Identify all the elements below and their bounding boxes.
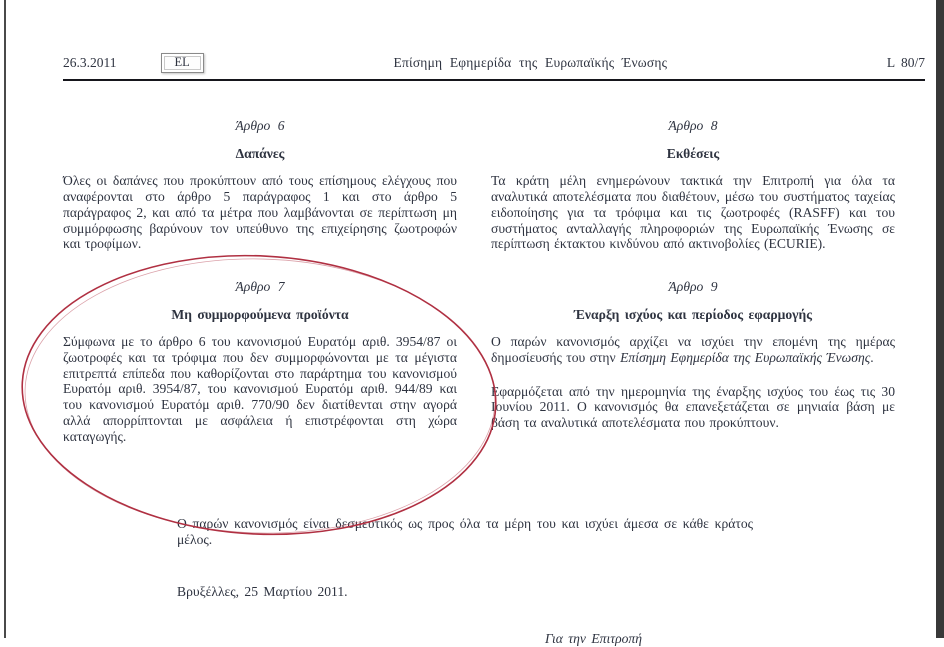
article-8-section [491, 118, 895, 252]
article-9-p1-journal-name: Επίσημη Εφημερίδα της Ευρωπαϊκής Ένωσης [620, 350, 871, 366]
place-and-date: Βρυξέλλες, 25 Μαρτίου 2011. [177, 583, 348, 599]
article-9-paragraph-1 [491, 334, 895, 365]
article-9-section [491, 279, 895, 431]
right-column [491, 112, 895, 431]
language-code-badge: EL [161, 53, 204, 73]
article-6-section [63, 118, 457, 252]
article-9-number: Άρθρο 9 [668, 278, 718, 294]
article-6-title: Δαπάνες [235, 145, 285, 161]
enacting-clause: Ο παρών κανονισμός είναι δεσμευτικός ως προς όλα τα μέρη του και ισχύει άμεσα σε κάθε κράτος μέλος. [177, 515, 753, 548]
article-9-paragraph-2: Εφαρμόζεται από την ημερομηνία της έναρξης ισχύος του έως τις 30 Ιουνίου 2011. Ο κανονισμός θα επανεξετάζεται σε μηνιαία βάση με βάση τα αναλυτικά αποτελέσματα που προκύπτουν. [491, 383, 895, 431]
page-reference: L 80/7 [886, 55, 925, 70]
article-9-title: Έναρξη ισχύος και περίοδος εφαρμογής [574, 306, 812, 322]
signature-for-commission: Για την Επιτροπή [545, 630, 642, 646]
article-7-number: Άρθρο 7 [235, 278, 285, 294]
article-7-title: Μη συμμορφούμενα προϊόντα [171, 306, 349, 322]
article-8-body: Τα κράτη μέλη ενημερώνουν τακτικά την Επιτροπή για όλα τα αναλυτικά αποτελέσματα που διαθέτουν, μέσω του συστήματος ταχείας ειδοποίησης για τα τρόφιμα και τις ζωοτροφές (RASFF) και του συστήματος ανταλλαγής πληροφοριών της Ευρωπαϊκής Ένωσης σε περίπτωση έκτακτου κινδύνου από ακτινοβολίες (ECURIE). [491, 173, 895, 252]
left-column [63, 112, 457, 444]
article-9-p1-text: Ο παρών κανονισμός αρχίζει να ισχύει την επομένη της ημέρας δημοσίευσής του στην [491, 334, 895, 366]
page-scan-edge-left [4, 0, 6, 638]
article-7-body: Σύμφωνα με το άρθρο 6 του κανονισμού Ευρατόμ αριθ. 3954/87 οι ζωοτροφές και τα τρόφιμα που δεν συμμορφώνονται με τα μέγιστα επιτρεπτά επίπεδα που καθορίζονται στο παράρτημα του κανονισμού Ευρατόμ αριθ. 3954/87, του κανονισμού Ευρατόμ αριθ. 944/89 και του κανονισμού Ευρατόμ αριθ. 770/90 δεν διατίθενται στην αγορά αλλά απορρίπτονται με ασφάλεια ή επιστρέφονται στη χώρα καταγωγής. [63, 334, 457, 444]
article-8-title: Εκθέσεις [666, 145, 720, 161]
journal-header [63, 51, 925, 75]
article-7-section [63, 279, 457, 444]
header-divider-rule [63, 79, 925, 81]
article-8-number: Άρθρο 8 [668, 118, 718, 133]
page-scan-edge-right [936, 0, 944, 638]
article-9-p1-period: . [870, 350, 874, 366]
publication-date: 26.3.2011 [63, 55, 117, 70]
article-6-number: Άρθρο 6 [235, 118, 285, 133]
article-6-body: Όλες οι δαπάνες που προκύπτουν από τους επίσημους ελέγχους που αναφέρονται στο άρθρο 5 παράγραφος 1 και στο άρθρο 5 παράγραφος 2, και από τα μέτρα που λαμβάνονται σε περίπτωση μη συμμόρφωσης βαρύνουν τον υπεύθυνο της επιχείρησης ζωοτροφών και τροφίμων. [63, 173, 457, 252]
journal-title: Επίσημη Εφημερίδα της Ευρωπαϊκής Ένωσης [393, 55, 668, 70]
